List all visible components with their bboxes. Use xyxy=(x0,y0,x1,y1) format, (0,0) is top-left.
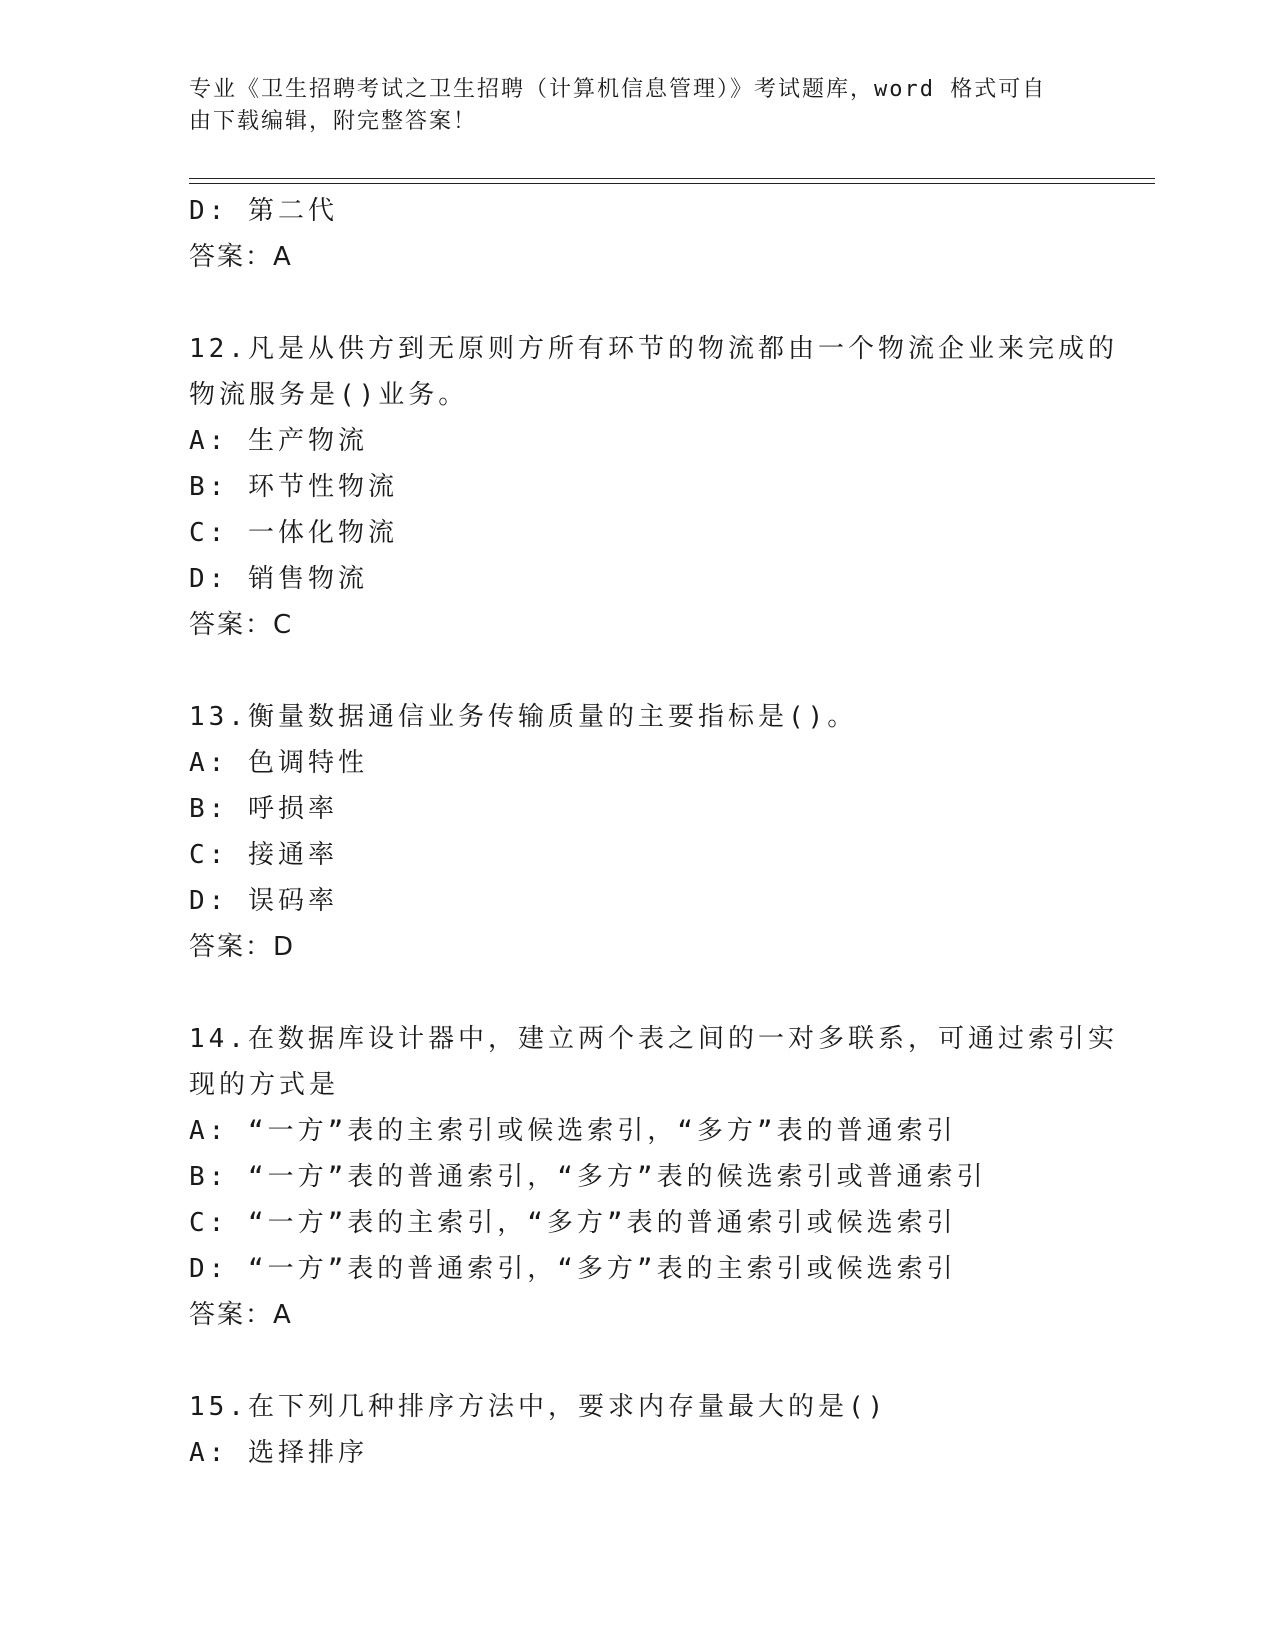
answer: 答案：D xyxy=(189,932,296,962)
option-a: A: 色调特性 xyxy=(189,748,368,778)
spacer xyxy=(189,1338,1089,1384)
option-d: D: 误码率 xyxy=(189,886,338,916)
option-d: D: “一方”表的普通索引，“多方”表的主索引或候选索引 xyxy=(189,1254,957,1284)
option-c: C: 一体化物流 xyxy=(189,518,398,548)
header-line-2: 由下载编辑，附完整答案！ xyxy=(189,109,478,134)
answer: 答案：A xyxy=(189,242,293,272)
header-divider xyxy=(189,178,1155,184)
question-stem-continued: 现的方式是 xyxy=(189,1070,340,1100)
question-stem: 13.衡量数据通信业务传输质量的主要指标是()。 xyxy=(189,702,858,732)
question-stem: 14.在数据库设计器中，建立两个表之间的一对多联系，可通过索引实 xyxy=(189,1024,1118,1054)
answer: 答案：A xyxy=(189,1300,293,1330)
spacer xyxy=(189,970,1089,1016)
question-list xyxy=(189,188,1118,1476)
option-c: C: 接通率 xyxy=(189,840,338,870)
option-c: C: “一方”表的主索引，“多方”表的普通索引或候选索引 xyxy=(189,1208,957,1238)
spacer xyxy=(189,280,1089,326)
option-a: A: 选择排序 xyxy=(189,1438,368,1468)
option-a: A: “一方”表的主索引或候选索引，“多方”表的普通索引 xyxy=(189,1116,957,1146)
header-line-1: 专业《卫生招聘考试之卫生招聘（计算机信息管理）》考试题库，word 格式可自 xyxy=(189,77,1047,102)
option-a: A: 生产物流 xyxy=(189,426,368,456)
question-14 xyxy=(189,1016,1118,1338)
question-stem-continued: 物流服务是()业务。 xyxy=(189,380,469,410)
question-13 xyxy=(189,694,1089,970)
option-b: B: 呼损率 xyxy=(189,794,338,824)
question-stem: 12.凡是从供方到无原则方所有环节的物流都由一个物流企业来完成的 xyxy=(189,334,1118,364)
option-d: D: 第二代 xyxy=(189,196,338,226)
answer: 答案：C xyxy=(189,610,294,640)
question-stem: 15.在下列几种排序方法中，要求内存量最大的是() xyxy=(189,1392,888,1422)
option-d: D: 销售物流 xyxy=(189,564,368,594)
option-b: B: 环节性物流 xyxy=(189,472,398,502)
spacer xyxy=(189,648,1089,694)
question-15 xyxy=(189,1384,1089,1476)
question-12 xyxy=(189,326,1118,648)
document-header xyxy=(189,74,1089,138)
option-b: B: “一方”表的普通索引，“多方”表的候选索引或普通索引 xyxy=(189,1162,987,1192)
